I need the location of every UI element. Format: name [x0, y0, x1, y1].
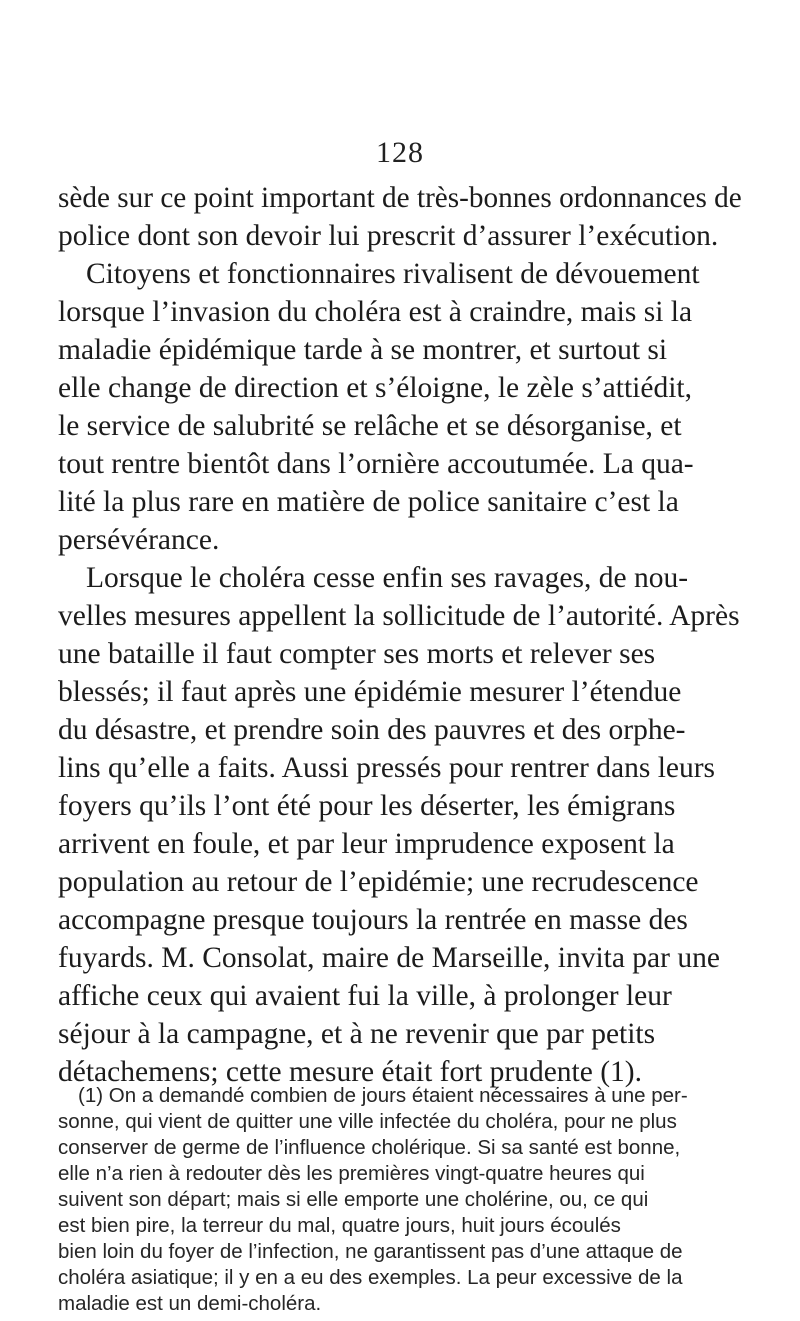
text-line: lorsque l’invasion du choléra est à craindre, mais si la — [58, 296, 693, 328]
footnote-line: sonne, qui vient de quitter une ville infectée du choléra, pour ne plus — [58, 1110, 677, 1133]
text-line: police dont son devoir lui prescrit d’assurer l’exécution. — [58, 220, 719, 252]
text-line: lins qu’elle a faits. Aussi pressés pour rentrer dans leurs — [58, 752, 716, 784]
text-line: tout rentre bientôt dans l’ornière accoutumée. La qua- — [58, 448, 694, 480]
text-line: velles mesures appellent la sollicitude de l’autorité. Après — [58, 600, 740, 632]
text-line: sède sur ce point important de très-bonnes ordonnances de — [58, 182, 742, 214]
text-line: arrivent en foule, et par leur imprudence exposent la — [58, 828, 675, 860]
footnote-line: est bien pire, la terreur du mal, quatre jours, huit jours écoulés — [58, 1214, 621, 1237]
footnote-line: choléra asiatique; il y en a eu des exemples. La peur excessive de la — [58, 1266, 683, 1289]
text-line: maladie épidémique tarde à se montrer, et surtout si — [58, 334, 668, 366]
text-line: Citoyens et fonctionnaires rivalisent de dévouement — [86, 258, 700, 290]
footnote-line: maladie est un demi-choléra. — [58, 1292, 322, 1315]
text-line: du désastre, et prendre soin des pauvres et des orphe- — [58, 714, 686, 746]
text-line: accompagne presque toujours la rentrée en masse des — [58, 904, 688, 936]
text-line: fuyards. M. Consolat, maire de Marseille, invita par une — [58, 942, 720, 974]
footnote-line: conserver de germe de l’influence cholérique. Si sa santé est bonne, — [58, 1136, 681, 1159]
text-line: foyers qu’ils l’ont été pour les déserter, les émigrans — [58, 790, 676, 822]
text-line: population au retour de l’epidémie; une recrudescence — [58, 866, 699, 898]
text-line: séjour à la campagne, et à ne revenir que par petits — [58, 1018, 656, 1050]
footnote-line: (1) On a demandé combien de jours étaient nécessaires à une per- — [78, 1084, 688, 1107]
text-line: persévérance. — [58, 524, 220, 556]
text-line: blessés; il faut après une épidémie mesurer l’étendue — [58, 676, 682, 708]
footnote-line: bien loin du foyer de l’infection, ne garantissent pas d’une attaque de — [58, 1240, 683, 1263]
text-line: Lorsque le choléra cesse enfin ses ravages, de nou- — [86, 562, 689, 594]
text-line: elle change de direction et s’éloigne, le zèle s’attiédit, — [58, 372, 692, 404]
text-line: le service de salubrité se relâche et se désorganise, et — [58, 410, 682, 442]
footnote-line: elle n’a rien à redouter dès les premières vingt-quatre heures qui — [58, 1162, 645, 1185]
text-line: affiche ceux qui avaient fui la ville, à prolonger leur — [58, 980, 672, 1012]
text-line: lité la plus rare en matière de police sanitaire c’est la — [58, 486, 679, 518]
text-line: une bataille il faut compter ses morts et relever ses — [58, 638, 656, 670]
text-line: détachemens; cette mesure était fort prudente (1). — [58, 1056, 642, 1088]
page-number: 128 — [376, 136, 424, 169]
footnote-line: suivent son départ; mais si elle emporte une cholérine, ou, ce qui — [58, 1188, 649, 1211]
